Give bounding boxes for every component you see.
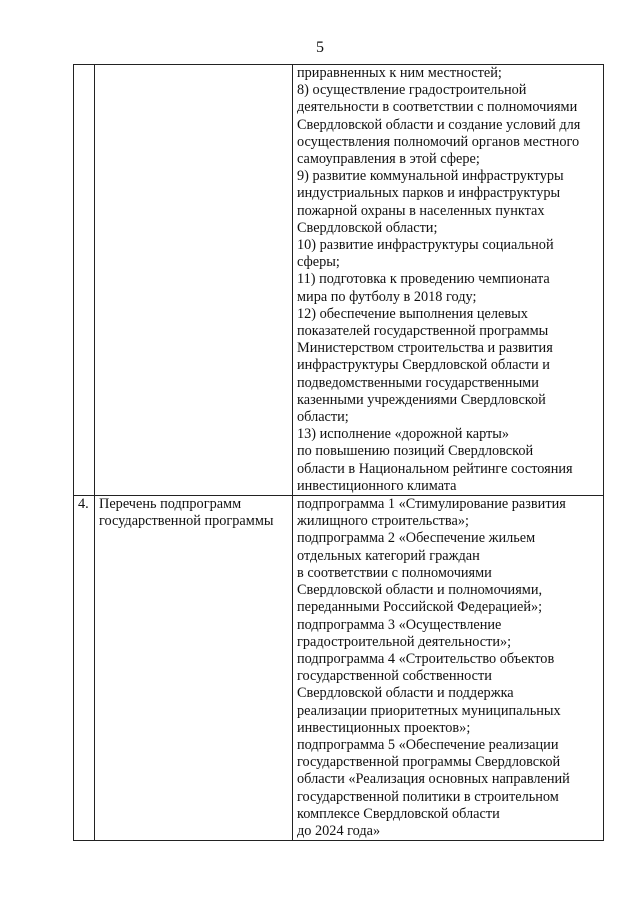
- content-line: подпрограмма 1 «Стимулирование развития: [297, 496, 566, 513]
- content-line: самоуправления в этой сфере;: [297, 151, 480, 168]
- content-line: по повышению позиций Свердловской: [297, 443, 534, 460]
- content-line: казенными учреждениями Свердловской: [297, 391, 546, 408]
- content-line: реализации приоритетных муниципальных: [297, 702, 561, 719]
- content-line: 9) развитие коммунальной инфраструктуры: [297, 168, 564, 185]
- content-line: подпрограмма 5 «Обеспечение реализации: [297, 736, 559, 753]
- content-line: инвестиционных проектов»;: [297, 719, 471, 736]
- content-line: области;: [297, 409, 349, 426]
- content-line: подпрограмма 3 «Осуществление: [297, 616, 502, 633]
- content-line: Свердловской области и создание условий для: [297, 116, 581, 133]
- content-line: в соответствии с полномочиями: [297, 564, 492, 581]
- content-line: Свердловской области;: [297, 219, 438, 236]
- content-line: государственной политики в строительном: [297, 788, 559, 805]
- row-content-cell: [293, 65, 604, 496]
- row-number-cell: [74, 65, 95, 496]
- content-line: градостроительной деятельности»;: [297, 633, 512, 650]
- content-line: переданными Российской Федерацией»;: [297, 599, 543, 616]
- content-line: подпрограмма 2 «Обеспечение жильем: [297, 530, 536, 547]
- content-line: 12) обеспечение выполнения целевых: [297, 305, 528, 322]
- content-line: инвестиционного климата: [297, 477, 457, 494]
- row-name-cell: [95, 496, 293, 841]
- table-row: [74, 496, 604, 841]
- content-line: подведомственными государственными: [297, 374, 539, 391]
- content-line: 10) развитие инфраструктуры социальной: [297, 237, 554, 254]
- name-line: государственной программы: [99, 513, 274, 530]
- content-line: до 2024 года»: [297, 822, 381, 839]
- content-line: инфраструктуры Свердловской области и: [297, 357, 550, 374]
- content-line: области в Национальном рейтинге состояния: [297, 460, 573, 477]
- content-line: пожарной охраны в населенных пунктах: [297, 202, 545, 219]
- content-line: приравненных к ним местностей;: [297, 65, 502, 81]
- content-line: 8) осуществление градостроительной: [297, 82, 527, 99]
- content-line: государственной программы Свердловской: [297, 754, 561, 771]
- content-line: Свердловской области и поддержка: [297, 685, 514, 702]
- table-row: [74, 65, 604, 496]
- content-line: 11) подготовка к проведению чемпионата: [297, 271, 550, 288]
- content-line: сферы;: [297, 254, 340, 271]
- content-line: Свердловской области и полномочиями,: [297, 582, 543, 599]
- row-name-cell: [95, 65, 293, 496]
- content-line: государственной собственности: [297, 668, 492, 685]
- content-line: мира по футболу в 2018 году;: [297, 288, 477, 305]
- content-line: подпрограмма 4 «Строительство объектов: [297, 650, 555, 667]
- page-number: 5: [316, 39, 324, 56]
- content-line: деятельности в соответствии с полномочиями: [297, 99, 578, 116]
- content-line: показателей государственной программы: [297, 323, 549, 340]
- content-line: осуществления полномочий органов местного: [297, 133, 580, 150]
- content-line: отдельных категорий граждан: [297, 547, 480, 564]
- content-line: жилищного строительства»;: [297, 513, 469, 530]
- content-line: Министерством строительства и развития: [297, 340, 553, 357]
- program-passport-table: [73, 64, 604, 841]
- content-line: области «Реализация основных направлений: [297, 771, 570, 788]
- row-content-cell: [293, 496, 604, 841]
- content-line: индустриальных парков и инфраструктуры: [297, 185, 561, 202]
- content-line: 13) исполнение «дорожной карты»: [297, 426, 510, 443]
- row-number-cell: 4.: [74, 496, 95, 841]
- name-line: Перечень подпрограмм: [99, 496, 242, 513]
- content-line: комплексе Свердловской области: [297, 805, 500, 822]
